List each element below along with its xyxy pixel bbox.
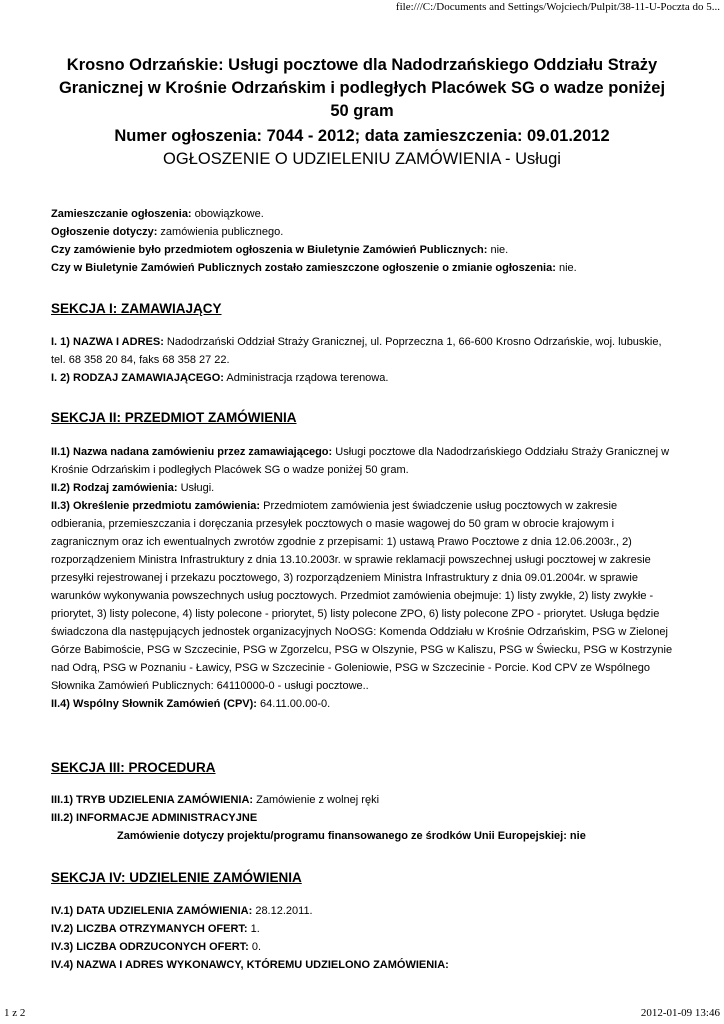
field-line <box>51 369 673 387</box>
section-2-content <box>51 443 673 713</box>
field-label: I. 2) RODZAJ ZAMAWIAJĄCEGO: <box>51 372 224 384</box>
field-label: II.1) Nazwa nadana zamówieniu przez zamawiającego: <box>51 446 333 458</box>
page-title: Krosno Odrzańskie: Usługi pocztowe dla Nadodrzańskiego Oddziału Straży Granicznej w Krośnie Odrzańskim i podległych Placówek SG o wadze poniżej 50 gram <box>58 56 666 120</box>
notice-meta <box>51 205 673 277</box>
meta-line <box>51 205 673 223</box>
field-label: I. 1) NAZWA I ADRES: <box>51 336 164 348</box>
meta-value: nie. <box>555 262 577 274</box>
field-value: 1. <box>247 923 260 935</box>
section-heading-4: SEKCJA IV: UDZIELENIE ZAMÓWIENIA <box>51 870 302 885</box>
section-heading-2: SEKCJA II: PRZEDMIOT ZAMÓWIENIA <box>51 410 297 425</box>
field-label: II.2) Rodzaj zamówienia: <box>51 482 178 494</box>
field-line <box>51 479 673 497</box>
section-heading-1: SEKCJA I: ZAMAWIAJĄCY <box>51 301 222 316</box>
field-label: III.1) TRYB UDZIELENIA ZAMÓWIENIA: <box>51 794 254 806</box>
field-line <box>51 920 673 938</box>
field-line <box>51 938 673 956</box>
eu-funding-line <box>51 827 673 845</box>
field-value: 64.11.00.00-0. <box>256 698 331 710</box>
field-line <box>51 902 673 920</box>
notice-number: Numer ogłoszenia: 7044 - 2012; data zamieszczenia: 09.01.2012 <box>114 127 610 145</box>
meta-value: obowiązkowe. <box>191 208 264 220</box>
meta-value: nie. <box>487 244 509 256</box>
meta-line <box>51 241 673 259</box>
field-line <box>51 791 673 809</box>
meta-label: Ogłoszenie dotyczy: <box>51 226 158 238</box>
section-4-content <box>51 902 673 974</box>
field-label: III.2) INFORMACJE ADMINISTRACYJNE <box>51 812 258 824</box>
eu-funding-text: Zamówienie dotyczy projektu/programu finansowanego ze środków Unii Europejskiej: nie <box>117 830 586 842</box>
meta-value: zamówienia publicznego. <box>157 226 284 238</box>
meta-label: Czy zamówienie było przedmiotem ogłoszenia w Biuletynie Zamówień Publicznych: <box>51 244 488 256</box>
print-footer-datetime: 2012-01-09 13:46 <box>640 1007 720 1019</box>
field-value: Usługi pocztowe dla Nadodrzańskiego Oddziału Straży Granicznej w Krośnie Odrzańskim i podległych Placówek SG o wadze poniżej 50 gram. <box>51 446 670 476</box>
meta-label: Zamieszczanie ogłoszenia: <box>51 208 192 220</box>
print-footer-page: 1 z 2 <box>4 1007 26 1019</box>
meta-line <box>51 223 673 241</box>
field-value: Usługi. <box>177 482 215 494</box>
field-label: II.3) Określenie przedmiotu zamówienia: <box>51 500 261 512</box>
title-block <box>51 54 673 171</box>
meta-line <box>51 259 673 277</box>
notice-type: OGŁOSZENIE O UDZIELENIU ZAMÓWIENIA - Usługi <box>163 150 561 168</box>
field-value: 0. <box>248 941 262 953</box>
section-heading-3: SEKCJA III: PROCEDURA <box>51 760 216 775</box>
field-label: IV.4) NAZWA I ADRES WYKONAWCY, KTÓREMU UDZIELONO ZAMÓWIENIA: <box>51 959 449 971</box>
field-value: Zamówienie z wolnej ręki <box>253 794 380 806</box>
print-header-path: file:///C:/Documents and Settings/Wojciech/Pulpit/38-11-U-Poczta do 5... <box>395 1 720 13</box>
field-line <box>51 809 673 827</box>
field-label: IV.2) LICZBA OTRZYMANYCH OFERT: <box>51 923 248 935</box>
field-value: Przedmiotem zamówienia jest świadczenie usług pocztowych w zakresie odbierania, przemieszczania i doręczania przesyłek pocztowych o masie wagowej do 50 gram w obrocie krajowym i zagranicznym oraz ich ewentualnych zwrotów zgodnie z przepisami: 1) ustawą Prawo Pocztowe z dnia 12.06.2003r., 2) rozporządzeniem Ministra Infrastruktury z dnia 13.10.2003r. w sprawie reklamacji powszechnej usługi pocztowej w zakresie przesyłki rejestrowanej i przekazu pocztowego, 3) rozporządzeniem Ministra Infrastruktury z dnia 09.01.2004r. w sprawie warunków wykonywania powszechnych usług pocztowych. Przedmiot zamówienia obejmuje: 1) listy zwykłe, 2) listy zwykłe - priorytet, 3) listy polecone, 4) listy polecone - priorytet, 5) listy polecone ZPO, 6) listy polecone ZPO - priorytet. Usługa będzie świadczona dla następujących jednostek organizacyjnych NoOSG: Komenda Oddziału w Krośnie Odrzańskim, PSG w Zielonej Górze Babimoście, PSG w Szczecinie, PSG w Zgorzelcu, PSG w Olszynie, PSG w Kaliszu, PSG w Świecku, PSG w Kostrzynie nad Odrą, PSG w Poznaniu - Ławicy, PSG w Szczecinie - Goleniowie, PSG w Szczecinie - Porcie. Kod CPV ze Wspólnego Słownika Zamówień Publicznych: 64110000-0 - usługi pocztowe.. <box>51 500 673 692</box>
field-label: II.4) Wspólny Słownik Zamówień (CPV): <box>51 698 257 710</box>
section-3-content <box>51 791 673 845</box>
field-line <box>51 956 673 974</box>
field-line <box>51 333 673 369</box>
field-value: 28.12.2011. <box>252 905 313 917</box>
field-line <box>51 497 673 695</box>
field-value: Nadodrzański Oddział Straży Granicznej, ul. Poprzeczna 1, 66-600 Krosno Odrzańskie, woj. lubuskie, tel. 68 358 20 84, faks 68 358 27 22. <box>51 336 662 366</box>
field-label: IV.1) DATA UDZIELENIA ZAMÓWIENIA: <box>51 905 253 917</box>
meta-label: Czy w Biuletynie Zamówień Publicznych zostało zamieszczone ogłoszenie o zmianie ogłoszenia: <box>51 262 556 274</box>
field-value: Administracja rządowa terenowa. <box>223 372 389 384</box>
field-line <box>51 695 673 713</box>
field-label: IV.3) LICZBA ODRZUCONYCH OFERT: <box>51 941 249 953</box>
field-line <box>51 443 673 479</box>
section-1-content <box>51 333 673 387</box>
